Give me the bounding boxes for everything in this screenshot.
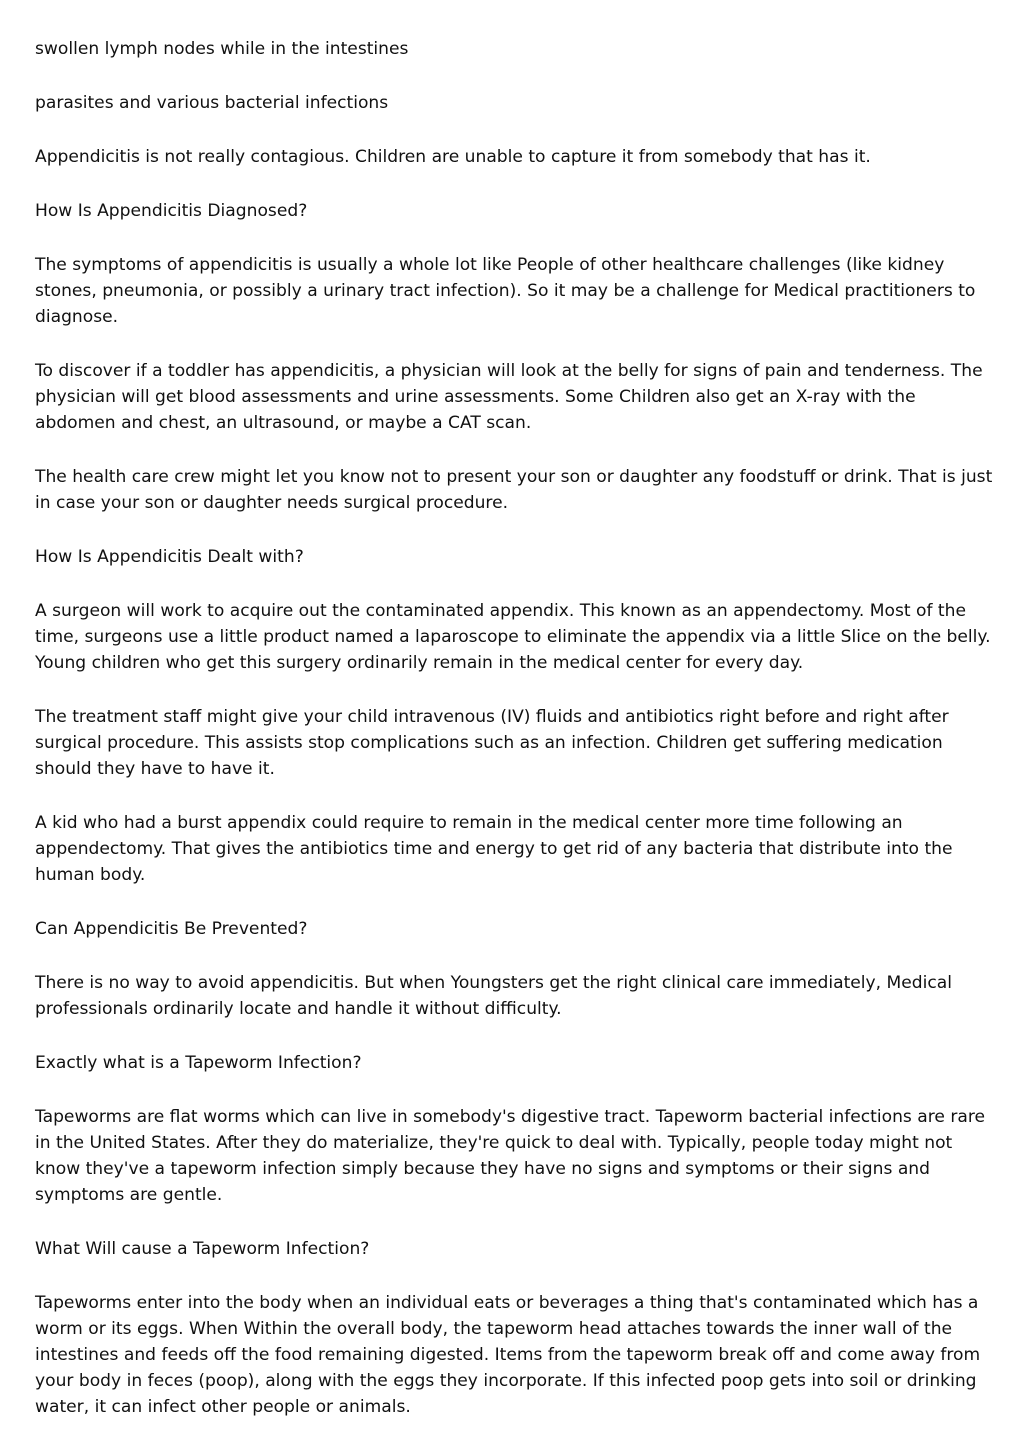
- paragraph-no-food: The health care crew might let you know not to present your son or daughter any foodstuff or drink. That is just in case your son or daughter needs surgical procedure.: [35, 467, 993, 513]
- list-item-swollen-lymph-nodes: swollen lymph nodes while in the intestines: [35, 39, 409, 59]
- paragraph-appendectomy: A surgeon will work to acquire out the contaminated appendix. This known as an appendectomy. Most of the time, surgeons use a little product named a laparoscope to eliminate the appendix via a little Slice on the belly. Young children who get this surgery ordinarily remain in the medical center for every day.: [35, 601, 991, 673]
- paragraph-burst-appendix: A kid who had a burst appendix could require to remain in the medical center more time following an appendectomy. That gives the antibiotics time and energy to get rid of any bacteria that distribute into the human body.: [35, 813, 953, 885]
- heading-diagnosis: How Is Appendicitis Diagnosed?: [35, 201, 308, 221]
- paragraph-diagnosis-tests: To discover if a toddler has appendicitis, a physician will look at the belly for signs of pain and tenderness. The physician will get blood assessments and urine assessments. Some Children also get an X-ray with the abdomen and chest, an ultrasound, or maybe a CAT scan.: [35, 361, 983, 433]
- heading-tapeworm: Exactly what is a Tapeworm Infection?: [35, 1053, 362, 1073]
- heading-prevention: Can Appendicitis Be Prevented?: [35, 919, 308, 939]
- list-item-parasites: parasites and various bacterial infections: [35, 93, 389, 113]
- heading-treatment: How Is Appendicitis Dealt with?: [35, 547, 304, 567]
- paragraph-symptoms: The symptoms of appendicitis is usually a whole lot like People of other healthcare challenges (like kidney stones, pneumonia, or possibly a urinary tract infection). So it may be a challenge for Medical practitioners to diagnose.: [35, 255, 976, 327]
- heading-tapeworm-cause: What Will cause a Tapeworm Infection?: [35, 1239, 370, 1259]
- paragraph-tapeworm-cause: Tapeworms enter into the body when an individual eats or beverages a thing that's contaminated which has a worm or its eggs. When Within the overall body, the tapeworm head attaches towards the inner wall of the intestines and feeds off the food remaining digested. Items from the tapeworm break off and come away from your body in feces (poop), along with the eggs they incorporate. If this infected poop gets into soil or drinking water, it can infect other people or animals.: [35, 1293, 981, 1417]
- paragraph-tapeworm-info: Tapeworms are flat worms which can live in somebody's digestive tract. Tapeworm bacterial infections are rare in the United States. After they do materialize, they're quick to deal with. Typically, people today might not know they've a tapeworm infection simply because they have no signs and symptoms or their signs and symptoms are gentle.: [35, 1107, 986, 1205]
- paragraph-contagion: Appendicitis is not really contagious. Children are unable to capture it from somebody that has it.: [35, 147, 871, 167]
- paragraph-iv-fluids: The treatment staff might give your child intravenous (IV) fluids and antibiotics right before and right after surgical procedure. This assists stop complications such as an infection. Children get suffering medication should they have to have it.: [35, 707, 949, 779]
- paragraph-prevention: There is no way to avoid appendicitis. But when Youngsters get the right clinical care immediately, Medical professionals ordinarily locate and handle it without difficulty.: [35, 973, 953, 1019]
- document-body: [35, 36, 997, 1448]
